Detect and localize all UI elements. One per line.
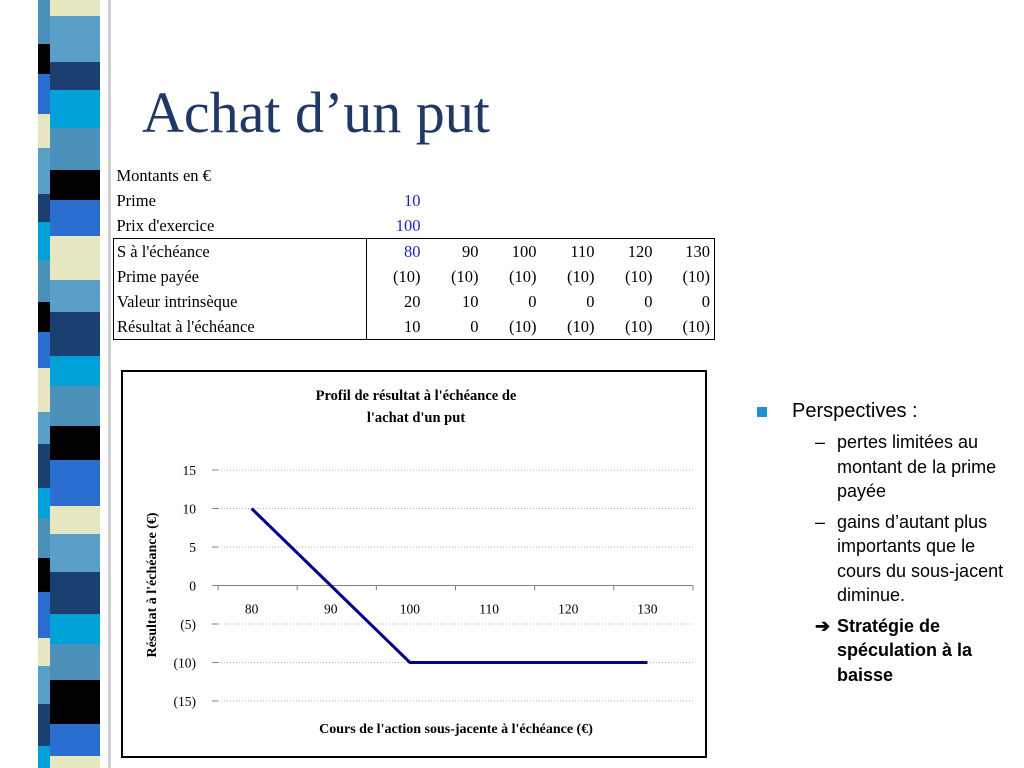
x-tick-label: 130 xyxy=(637,601,658,617)
chart-title-line-2: l'achat d'un put xyxy=(366,410,466,426)
row-label: Valeur intrinsèque xyxy=(114,289,367,314)
table-cell: (10) xyxy=(483,314,541,340)
table-row xyxy=(114,188,715,213)
y-tick-label: 10 xyxy=(182,501,196,517)
banner-block xyxy=(50,16,100,62)
table-cell: 80 xyxy=(367,239,425,265)
table-row xyxy=(114,314,715,340)
decorative-banner xyxy=(0,0,120,768)
banner-block xyxy=(50,506,100,534)
table-cell: (10) xyxy=(451,267,479,286)
banner-block xyxy=(50,756,100,768)
banner-block xyxy=(50,426,100,460)
sub-bullet xyxy=(754,510,1016,608)
y-tick-label: 0 xyxy=(189,578,196,594)
table-cell: (10) xyxy=(509,267,537,286)
table-cell: 100 xyxy=(483,239,541,265)
banner-block xyxy=(50,90,100,128)
table-cell: (10) xyxy=(567,267,595,286)
table-cell: 10 xyxy=(462,292,479,311)
table-cell: (10) xyxy=(599,314,657,340)
table-cell: (10) xyxy=(657,264,715,289)
row-label: S à l'échéance xyxy=(114,239,367,265)
y-tick-label: 5 xyxy=(189,540,196,555)
table-cell: 90 xyxy=(425,239,483,265)
x-tick-label: 100 xyxy=(399,601,421,617)
banner-block xyxy=(50,460,100,506)
row-label: Prix d'exercice xyxy=(116,216,215,235)
table-cell: (10) xyxy=(393,267,421,286)
chart-frame xyxy=(121,370,707,758)
x-tick-label: 110 xyxy=(479,601,499,617)
sub-bullet-text: pertes limitées au montant de la prime payée xyxy=(837,432,997,501)
banner-block xyxy=(50,312,100,356)
sub-bullet xyxy=(754,430,1016,504)
row-label: Résultat à l'échéance xyxy=(114,314,367,340)
table-cell: 120 xyxy=(599,239,657,265)
banner-block xyxy=(50,680,100,724)
dash-bullet-icon: – xyxy=(815,432,826,452)
table-cell: 130 xyxy=(657,239,715,265)
table-row xyxy=(114,289,715,314)
plot-area xyxy=(174,463,694,709)
table-cell: 0 xyxy=(425,314,483,340)
banner-edge xyxy=(108,0,111,768)
banner-block xyxy=(50,356,100,386)
table-cell: 0 xyxy=(586,292,595,311)
bullet-heading xyxy=(754,398,1016,424)
chart-title-line-1: Profil de résultat à l'échéance de xyxy=(315,388,517,404)
banner-block xyxy=(50,644,100,680)
table-cell: (10) xyxy=(541,314,599,340)
banner-block xyxy=(50,236,100,280)
x-tick-label: 120 xyxy=(558,601,579,617)
arrow-right-icon: ➔ xyxy=(815,615,831,636)
y-tick-label: (15) xyxy=(173,694,196,709)
table-cell: 0 xyxy=(657,289,715,314)
data-table xyxy=(113,163,715,340)
table-row xyxy=(114,264,715,289)
banner-block xyxy=(50,724,100,756)
banner-block xyxy=(50,386,100,426)
banner-block xyxy=(50,614,100,644)
sub-bullet-text: gains d’autant plus importants que le cours du sous-jacent diminue. xyxy=(837,511,1004,605)
row-label: Prime payée xyxy=(114,264,367,289)
table-row xyxy=(114,213,715,239)
slide-title: Achat d’un put xyxy=(142,80,490,145)
square-bullet-icon xyxy=(757,407,767,417)
chart-y-axis-label: Résultat à l'échéance (€) xyxy=(145,512,160,658)
table-cell: (10) xyxy=(657,314,715,340)
table-cell: 0 xyxy=(528,292,537,311)
dash-bullet-icon: – xyxy=(815,511,826,532)
row-label: Prime xyxy=(116,191,156,210)
x-tick-label: 90 xyxy=(324,601,338,617)
conclusion-text: Stratégie de spéculation à la baisse xyxy=(837,615,973,685)
strike-value: 100 xyxy=(395,216,421,235)
table-row xyxy=(114,163,715,188)
banner-block xyxy=(50,572,100,614)
y-tick-label: (5) xyxy=(180,617,196,632)
table-cell: 20 xyxy=(404,292,421,311)
banner-block xyxy=(50,200,100,236)
bullet-list xyxy=(754,398,1016,687)
banner-block xyxy=(50,128,100,170)
y-tick-label: (10) xyxy=(173,655,196,671)
premium-value: 10 xyxy=(404,191,421,210)
banner-block xyxy=(50,0,100,16)
table-cell: (10) xyxy=(625,267,653,286)
y-tick-label: 15 xyxy=(182,463,196,478)
banner-block xyxy=(50,62,100,90)
row-label: Montants en € xyxy=(116,166,211,185)
table-cell xyxy=(367,163,425,188)
chart-x-axis-label: Cours de l'action sous-jacente à l'échéance (€) xyxy=(319,722,593,737)
payoff-chart xyxy=(123,372,705,756)
banner-block xyxy=(50,170,100,200)
table-cell: 110 xyxy=(541,239,599,265)
table-cell: 0 xyxy=(644,292,653,311)
x-tick-label: 80 xyxy=(244,601,259,617)
banner-block xyxy=(50,534,100,572)
bullet-heading-text: Perspectives : xyxy=(792,400,918,422)
banner-block xyxy=(50,280,100,312)
table-row xyxy=(114,239,715,265)
table-cell: 10 xyxy=(367,314,425,340)
conclusion-bullet xyxy=(754,614,1016,688)
